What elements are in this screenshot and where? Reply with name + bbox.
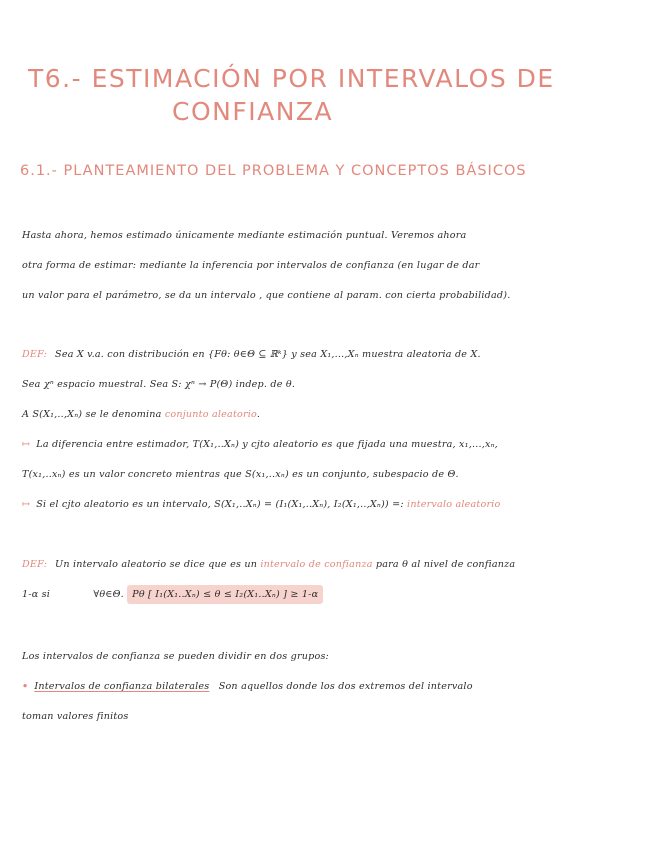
def2-line-1 — [22, 558, 515, 572]
groups-intro: Los intervalos de confianza se pueden dividir en dos grupos: — [22, 651, 329, 662]
def-label: DEF: — [22, 559, 48, 570]
intro-line-3: un valor para el parámetro, se da un intervalo , que contiene al param. con cierta probabilidad). — [22, 290, 511, 301]
def1-line-2: Sea χⁿ espacio muestral. Sea S: χⁿ → P(Θ) indep. de θ. — [22, 379, 296, 390]
section-heading: 6.1.- PLANTEAMIENTO DEL PROBLEMA Y CONCEPTOS BÁSICOS — [20, 163, 527, 179]
def2-forall: ∀θ∈Θ. — [93, 589, 124, 600]
confidence-formula-highlight: Pθ [ I₁(X₁..Xₙ) ≤ θ ≤ I₂(X₁..Xₙ) ] ≥ 1-α — [127, 585, 323, 604]
intro-line-1: Hasta ahora, hemos estimado únicamente mediante estimación puntual. Veremos ahora — [22, 230, 467, 241]
def1-line-6 — [22, 498, 501, 512]
page-title-line-1: T6.- ESTIMACIÓN POR INTERVALOS DE — [28, 64, 555, 93]
maps-to-arrow-icon: ↦ — [22, 499, 31, 510]
page-title-line-2: CONFIANZA — [172, 97, 334, 126]
def2-line-2 — [22, 588, 323, 602]
def2-line-2-prefix: 1-α si — [22, 589, 51, 600]
groups-item-1-line-2: toman valores finitos — [22, 711, 129, 722]
def1-text-4: La diferencia entre estimador, T(X₁,..Xₙ) y cjto aleatorio es que fijada una muestra, x₁,...,xₙ, — [36, 439, 498, 450]
def1-line-5: T(x₁,..xₙ) es un valor concreto mientras que S(x₁,..xₙ) es un conjunto, subespacio de Θ. — [22, 469, 459, 480]
def1-line-6-prefix: Si el cjto aleatorio es un intervalo, S(X₁,..Xₙ) = (I₁(X₁,..Xₙ), I₂(X₁,..,Xₙ)) =: — [36, 499, 404, 510]
maps-to-arrow-icon: ↦ — [22, 439, 31, 450]
term-intervalo-aleatorio: intervalo aleatorio — [407, 499, 501, 510]
def1-line-3-prefix: A S(X₁,..,Xₙ) se le denomina — [22, 409, 162, 420]
def1-line-4 — [22, 438, 498, 452]
intro-line-2: otra forma de estimar: mediante la inferencia por intervalos de confianza (en lugar de dar — [22, 260, 480, 271]
def1-line-3-suffix: . — [256, 409, 261, 420]
groups-item-1-rest: Son aquellos donde los dos extremos del intervalo — [218, 681, 473, 692]
def1-line-1 — [22, 348, 481, 362]
def1-line-3 — [22, 408, 260, 422]
groups-item-1 — [22, 680, 473, 694]
def2-line-1-suffix: para θ al nivel de confianza — [375, 559, 516, 570]
bullet-icon: • — [22, 681, 29, 692]
def-label: DEF: — [22, 349, 48, 360]
def1-text-1: Sea X v.a. con distribución en {Fθ: θ∈Θ ⊆ ℝᵏ} y sea X₁,...,Xₙ muestra aleatoria de X. — [55, 349, 481, 360]
def2-line-1-prefix: Un intervalo aleatorio se dice que es un — [55, 559, 258, 570]
term-intervalos-bilaterales: Intervalos de confianza bilaterales — [34, 681, 210, 692]
term-conjunto-aleatorio: conjunto aleatorio — [164, 409, 257, 420]
term-intervalo-de-confianza: intervalo de confianza — [260, 559, 373, 570]
